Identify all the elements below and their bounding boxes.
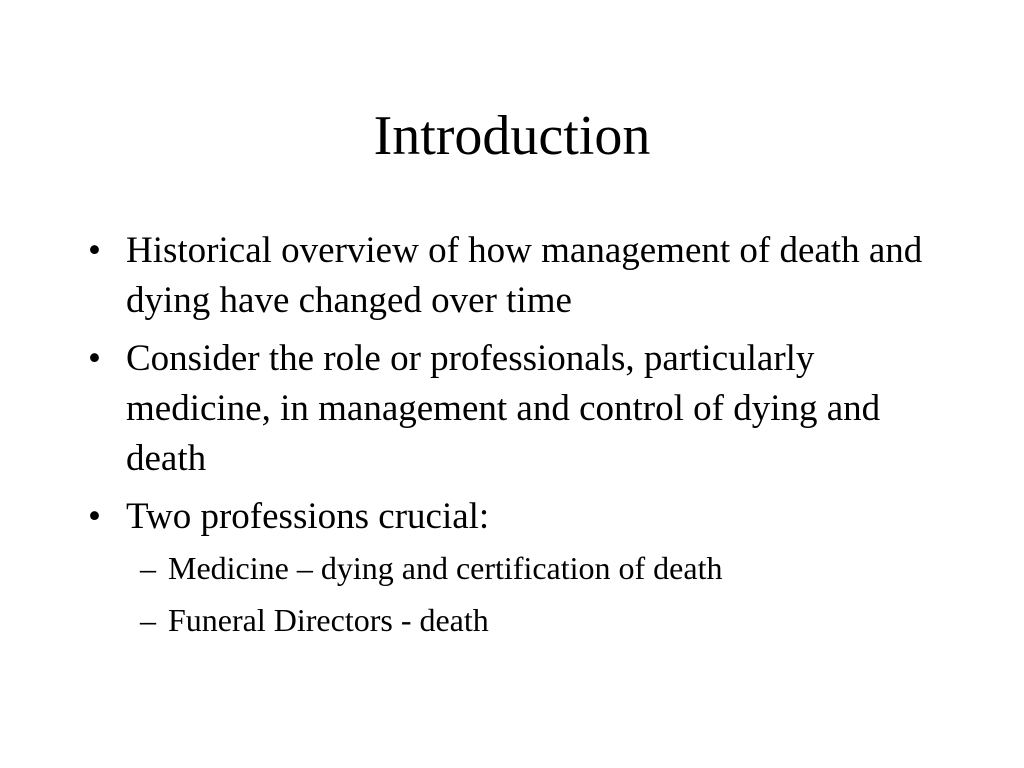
dash-icon: – (140, 550, 156, 586)
dash-icon: – (140, 602, 156, 638)
slide-title: Introduction (373, 105, 651, 167)
bullet-text: Historical overview of how management of death and dying have changed over time (126, 230, 923, 321)
sub-bullet-list (126, 542, 968, 646)
bullet-item (88, 334, 968, 484)
bullet-list (88, 226, 968, 654)
sub-bullet-text: Medicine – dying and certification of death (168, 550, 723, 586)
bullet-item (88, 226, 968, 326)
bullet-icon: • (88, 338, 101, 379)
bullet-icon: • (88, 230, 101, 271)
sub-bullet-text: Funeral Directors - death (168, 602, 489, 638)
bullet-item (88, 492, 968, 646)
sub-bullet-item (140, 542, 968, 594)
bullet-text: Two professions crucial: (126, 496, 490, 537)
bullet-icon: • (88, 496, 101, 537)
bullet-text: Consider the role or professionals, particularly medicine, in management and control of dying and death (126, 338, 881, 479)
sub-bullet-item (140, 594, 968, 646)
